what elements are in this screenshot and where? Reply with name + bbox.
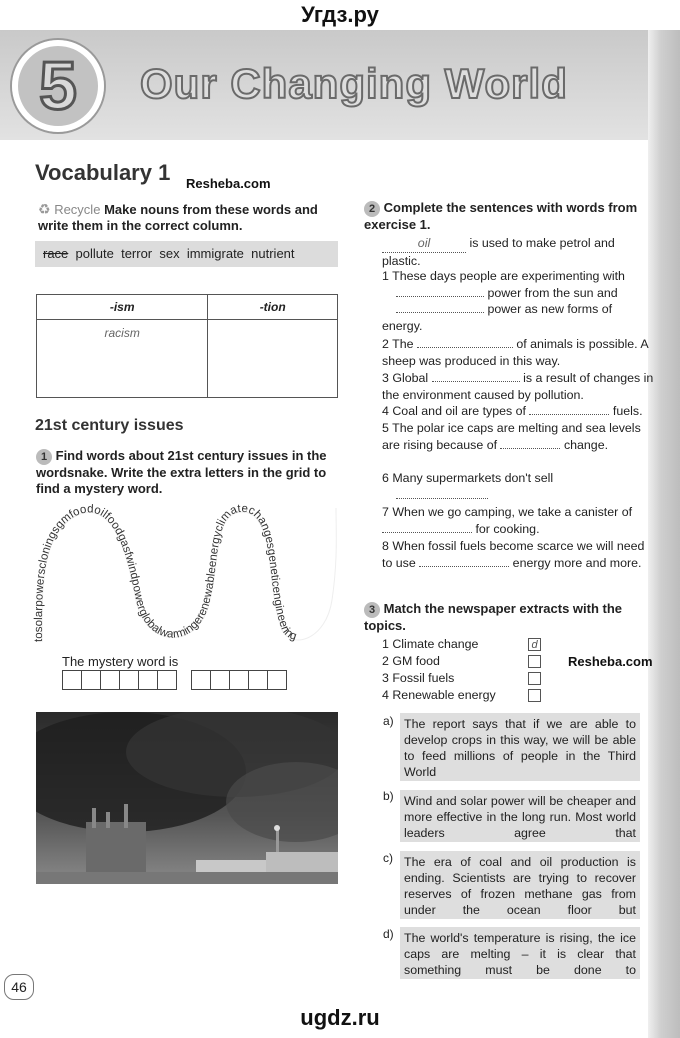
exercise-1-text: Find words about 21st century issues in the wordsnake. Write the extra letters in the grid to find a mystery word. [36,448,327,496]
word-item: pollute [75,246,114,261]
answer-blank[interactable] [396,296,484,297]
mystery-letter-box[interactable] [119,670,139,690]
mystery-letter-box[interactable] [81,670,101,690]
example-answer: oil [382,235,466,253]
newspaper-extract: The report says that if we are able to develop crops in this way, we will be able to feed millions of people in the Third World [400,713,640,781]
newspaper-extract: The era of coal and oil production is ending. Scientists are trying to recover reserves of frozen methane gas from under the ocean floor but [400,851,640,919]
answer-box[interactable] [528,689,541,702]
vocabulary-heading: Vocabulary 1 [35,160,171,185]
word-item: nutrient [251,246,295,261]
mystery-letter-box[interactable] [138,670,158,690]
extract-letter: b) [383,789,394,803]
answer-box[interactable] [528,655,541,668]
mystery-word-label: The mystery word is [62,654,179,669]
topic-number: 4 [382,688,389,702]
recycle-icon: ♻ [38,201,51,217]
sentence-text: of animals is possible. A sheep was produced in this way. [382,337,648,368]
exercise-3-instruction [364,601,654,634]
answer-blank[interactable] [432,381,520,382]
sentence-7 [382,504,652,537]
answer-blank[interactable] [396,312,484,313]
issues-heading: 21st century issues [35,417,184,434]
sentence-text: Global [392,371,429,385]
sentence-text: The polar ice caps are melting and sea levels are rising because of [382,421,641,452]
topic-item [382,688,496,702]
table-header-ism: -ism [37,295,208,320]
newspaper-extract: Wind and solar power will be cheaper and more effective in the long run. Most world leaders agree that [400,790,640,842]
recycle-instruction-text: Make nouns from these words and write them in the correct column. [38,202,318,233]
sentence-1 [382,268,652,334]
watermark-text: Resheba.com [568,654,653,669]
sentence-3 [382,370,654,403]
sentence-6 [382,470,652,503]
exercise-2-text: Complete the sentences with words from exercise 1. [364,200,638,232]
mystery-letter-box[interactable] [157,670,177,690]
topic-label: Renewable energy [392,688,496,702]
answer-blank[interactable] [419,566,509,567]
sentence-text: change. [563,437,609,452]
ism-column-cell[interactable]: racism [37,320,208,398]
svg-text:tosolarpowerscloningsgmfoodoil [33,503,298,643]
exercise-2-instruction [364,200,654,233]
sentence-number: 7 [382,505,389,519]
mystery-letter-box[interactable] [191,670,211,690]
tion-column-cell[interactable] [208,320,338,398]
topic-number: 1 [382,637,389,651]
mystery-letter-box[interactable] [210,670,230,690]
topic-item [382,671,454,685]
unit-title: Our Changing World [140,60,568,107]
topic-label: Fossil fuels [392,671,455,685]
sentence-number: 5 [382,421,389,435]
site-header: Угдз.ру [301,2,379,27]
facing-page-edge [648,30,680,1038]
mystery-letter-box[interactable] [62,670,82,690]
answer-blank[interactable] [529,414,609,415]
exercise-1-instruction [36,448,336,497]
sentence-text: for cooking. [475,521,540,536]
sentence-number: 6 [382,471,389,485]
sentence-number: 8 [382,539,389,553]
sentence-5 [382,420,652,453]
sentence-number: 1 [382,269,389,283]
exercise-2-example [382,235,652,269]
answer-box[interactable]: d [528,638,541,651]
topic-number: 3 [382,671,389,685]
sentence-text: Coal and oil are types of [392,404,526,418]
answer-blank[interactable] [382,532,472,533]
mystery-letter-box[interactable] [100,670,120,690]
page-number: 46 [4,974,34,1000]
extract-letter: c) [383,851,393,865]
extract-letter: d) [383,927,394,941]
sentence-text: The [392,337,414,351]
sentence-text: energy more and more. [512,555,642,570]
sentence-text: When fossil fuels become scarce we will need to use [382,539,645,570]
sentence-number: 3 [382,371,389,385]
topic-item [382,654,440,668]
sentence-text: fuels. [612,404,643,418]
factory-smoke-photo [36,712,338,884]
mystery-letter-box[interactable] [229,670,249,690]
answer-blank[interactable] [417,347,513,348]
mystery-letter-box[interactable] [267,670,287,690]
ism-tion-table [36,294,338,398]
sentence-text: These days people are experimenting with [392,269,625,283]
answer-blank[interactable] [500,448,560,449]
sentence-text: power from the sun and [487,285,618,300]
word-item: sex [159,246,180,261]
sentence-number: 4 [382,404,389,418]
example-text: is used to make petrol and plastic. [382,236,615,268]
wordsnake [30,500,350,650]
sentence-text: Many supermarkets don't sell [392,471,554,485]
exercise-number: 1 [36,449,52,465]
sentence-number: 2 [382,337,389,351]
site-footer: ugdz.ru [300,1005,380,1030]
word-item: race [43,246,69,261]
exercise-number: 2 [364,201,380,217]
word-item: immigrate [186,246,244,261]
sentence-text: When we go camping, we take a canister of [392,505,633,519]
topic-label: GM food [392,654,440,668]
topic-number: 2 [382,654,389,668]
word-item: terror [121,246,153,261]
watermark-text: Resheba.com [186,176,271,191]
recycle-label: Recycle [54,202,101,217]
unit-number: 5 [39,48,77,124]
word-list [35,241,338,267]
wordsnake-letters: tosolarpowerscloningsgmfoodoilfoodgasfwindpowerglobalwarmingerenewableenergyclimatechangesgeneticengineering [32,502,299,643]
answer-box[interactable] [528,672,541,685]
sentence-text: power as new forms of energy. [382,302,613,333]
extract-letter: a) [383,714,394,728]
mystery-letter-box[interactable] [248,670,268,690]
table-header-tion: -tion [208,295,338,320]
topic-label: Climate change [392,637,479,651]
sentence-text: is a result of changes in the environment caused by pollution. [382,371,654,402]
recycle-instruction [38,201,338,234]
exercise-number: 3 [364,602,380,618]
sentence-8 [382,538,652,571]
sentence-2 [382,336,652,369]
answer-blank[interactable] [396,498,488,499]
exercise-3-text: Match the newspaper extracts with the topics. [364,601,623,633]
newspaper-extract: The world's temperature is rising, the ice caps are melting – it is clear that something must be done to [400,927,640,979]
topic-item [382,637,478,651]
sentence-4 [382,403,657,420]
